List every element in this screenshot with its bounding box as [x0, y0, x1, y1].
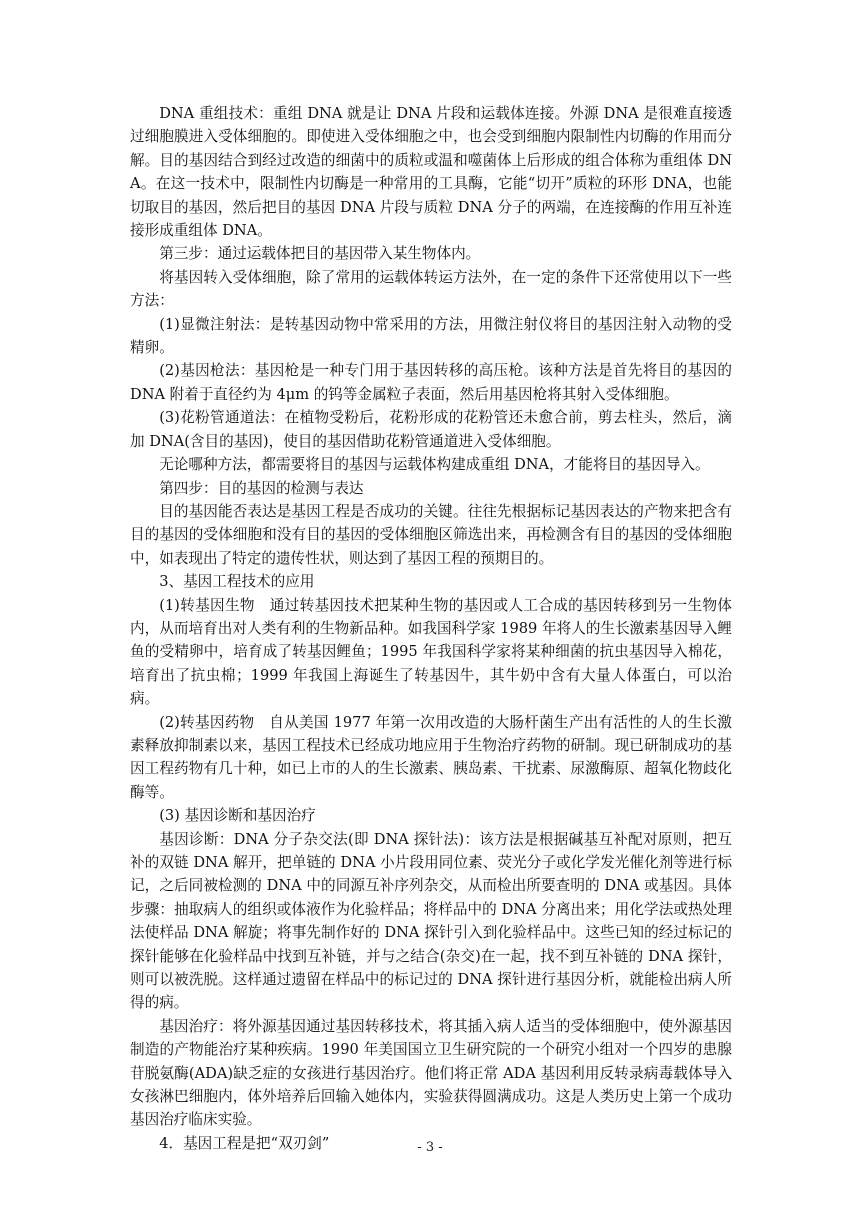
heading-step-three: 第三步：通过运载体把目的基因带入某生物体内。 [159, 245, 481, 263]
paragraph-gene-diagnosis: 基因诊断：DNA 分子杂交法(即 DNA 探针法)：该方法是根据碱基互补配对原则，把互补的双链 DNA 解开，把单链的 DNA 小片段用同位素、荧光分子或化学发光催化剂等进行标记，之后同被检测的 DNA 中的同源互补序列杂交，从而检出所要查明的 DNA 或基因。具体步骤：抽取病人的组织或体液作为化验样品；将样品中的 DNA 分离出来；用化学法或热处理法使样品 DNA 解旋；将事先制作好的 DNA 探针引入到化验样品中。这些已知的经过标记的探针能够在化验样品中找到互补链，并与之结合(杂交)在一起，找不到互补链的 DNA 探针，则可以被洗脱。这样通过遗留在样品中的标记过的 DNA 探针进行基因分析，就能检出病人所得的病。 [130, 830, 732, 1012]
paragraph-transfer-methods: 将基因转入受体细胞，除了常用的运载体转运方法外，在一定的条件下还常使用以下一些方法： [130, 268, 732, 310]
paragraph-transgenic-drugs: (2)转基因药物 自从美国 1977 年第一次用改造的大肠杆菌生产出有活性的人的生长激素释放抑制素以来，基因工程技术已经成功地应用于生物治疗药物的研制。现已研制成功的基因工程药物有几十种，如已上市的人的生长激素、胰岛素、干扰素、尿激酶原、超氧化物歧化酶等。 [130, 713, 732, 801]
page-number: - 3 - [417, 1140, 443, 1155]
document-body [130, 102, 732, 1155]
paragraph-microinjection: (1)显微注射法：是转基因动物中常采用的方法，用微注射仪将目的基因注射入动物的受精卵。 [130, 315, 732, 357]
heading-double-edged-sword: 4．基因工程是把“双刃剑” [159, 1134, 330, 1152]
paragraph-any-method: 无论哪种方法，都需要将目的基因与运载体构建成重组 DNA，才能将目的基因导入。 [159, 456, 710, 474]
paragraph-transgenic-organisms: (1)转基因生物 通过转基因技术把某种生物的基因或人工合成的基因转移到另一生物体内，从而培育出对人类有利的生物新品种。如我国科学家 1989 年将人的生长激素基因导入鲤鱼的受精卵中，培育成了转基因鲤鱼；1995 年我国科学家将某种细菌的抗虫基因导入棉花，培育出了抗虫棉；1999 年我国上海诞生了转基因牛，其牛奶中含有大量人体蛋白，可以治病。 [130, 596, 732, 708]
paragraph-recombinant-dna: DNA 重组技术：重组 DNA 就是让 DNA 片段和运载体连接。外源 DNA 是很难直接透过细胞膜进入受体细胞的。即使进入受体细胞之中，也会受到细胞内限制性内切酶的作用而分解。目的基因结合到经过改造的细菌中的质粒或温和噬菌体上后形成的组合体称为重组体 DNA。在这一技术中，限制性内切酶是一种常用的工具酶，它能“切开”质粒的环形 DNA，也能切取目的基因，然后把目的基因 DNA 片段与质粒 DNA 分子的两端，在连接酶的作用互补连接形成重组体 DNA。 [130, 105, 732, 240]
heading-step-four: 第四步：目的基因的检测与表达 [159, 479, 364, 497]
heading-diagnosis-therapy: (3) 基因诊断和基因治疗 [159, 807, 316, 825]
paragraph-gene-therapy: 基因治疗：将外源基因通过基因转移技术，将其插入病人适当的受体细胞中，使外源基因制造的产物能治疗某种疾病。1990 年美国国立卫生研究院的一个研究小组对一个四岁的患腺苷脱氨酶(ADA)缺乏症的女孩进行基因治疗。他们将正常 ADA 基因利用反转录病毒载体导入女孩淋巴细胞内，体外培养后回输入她体内，实验获得圆满成功。这是人类历史上第一个成功基因治疗临床实验。 [130, 1017, 732, 1129]
paragraph-pollen-tube: (3)花粉管通道法：在植物受粉后，花粉形成的花粉管还未愈合前，剪去柱头，然后，滴加 DNA(含目的基因)，使目的基因借助花粉管通道进入受体细胞。 [130, 409, 732, 450]
paragraph-expression-detection: 目的基因能否表达是基因工程是否成功的关键。往往先根据标记基因表达的产物来把含有目的基因的受体细胞和没有目的基因的受体细胞区筛选出来，再检测含有目的基因的受体细胞中，如表现出了特定的遗传性状，则达到了基因工程的预期目的。 [130, 502, 732, 567]
heading-applications: 3、基因工程技术的应用 [159, 573, 315, 591]
paragraph-gene-gun: (2)基因枪法：基因枪是一种专门用于基因转移的高压枪。该种方法是首先将目的基因的 DNA 附着于直径约为 4μm 的钨等金属粒子表面，然后用基因枪将其射入受体细胞。 [130, 362, 732, 403]
